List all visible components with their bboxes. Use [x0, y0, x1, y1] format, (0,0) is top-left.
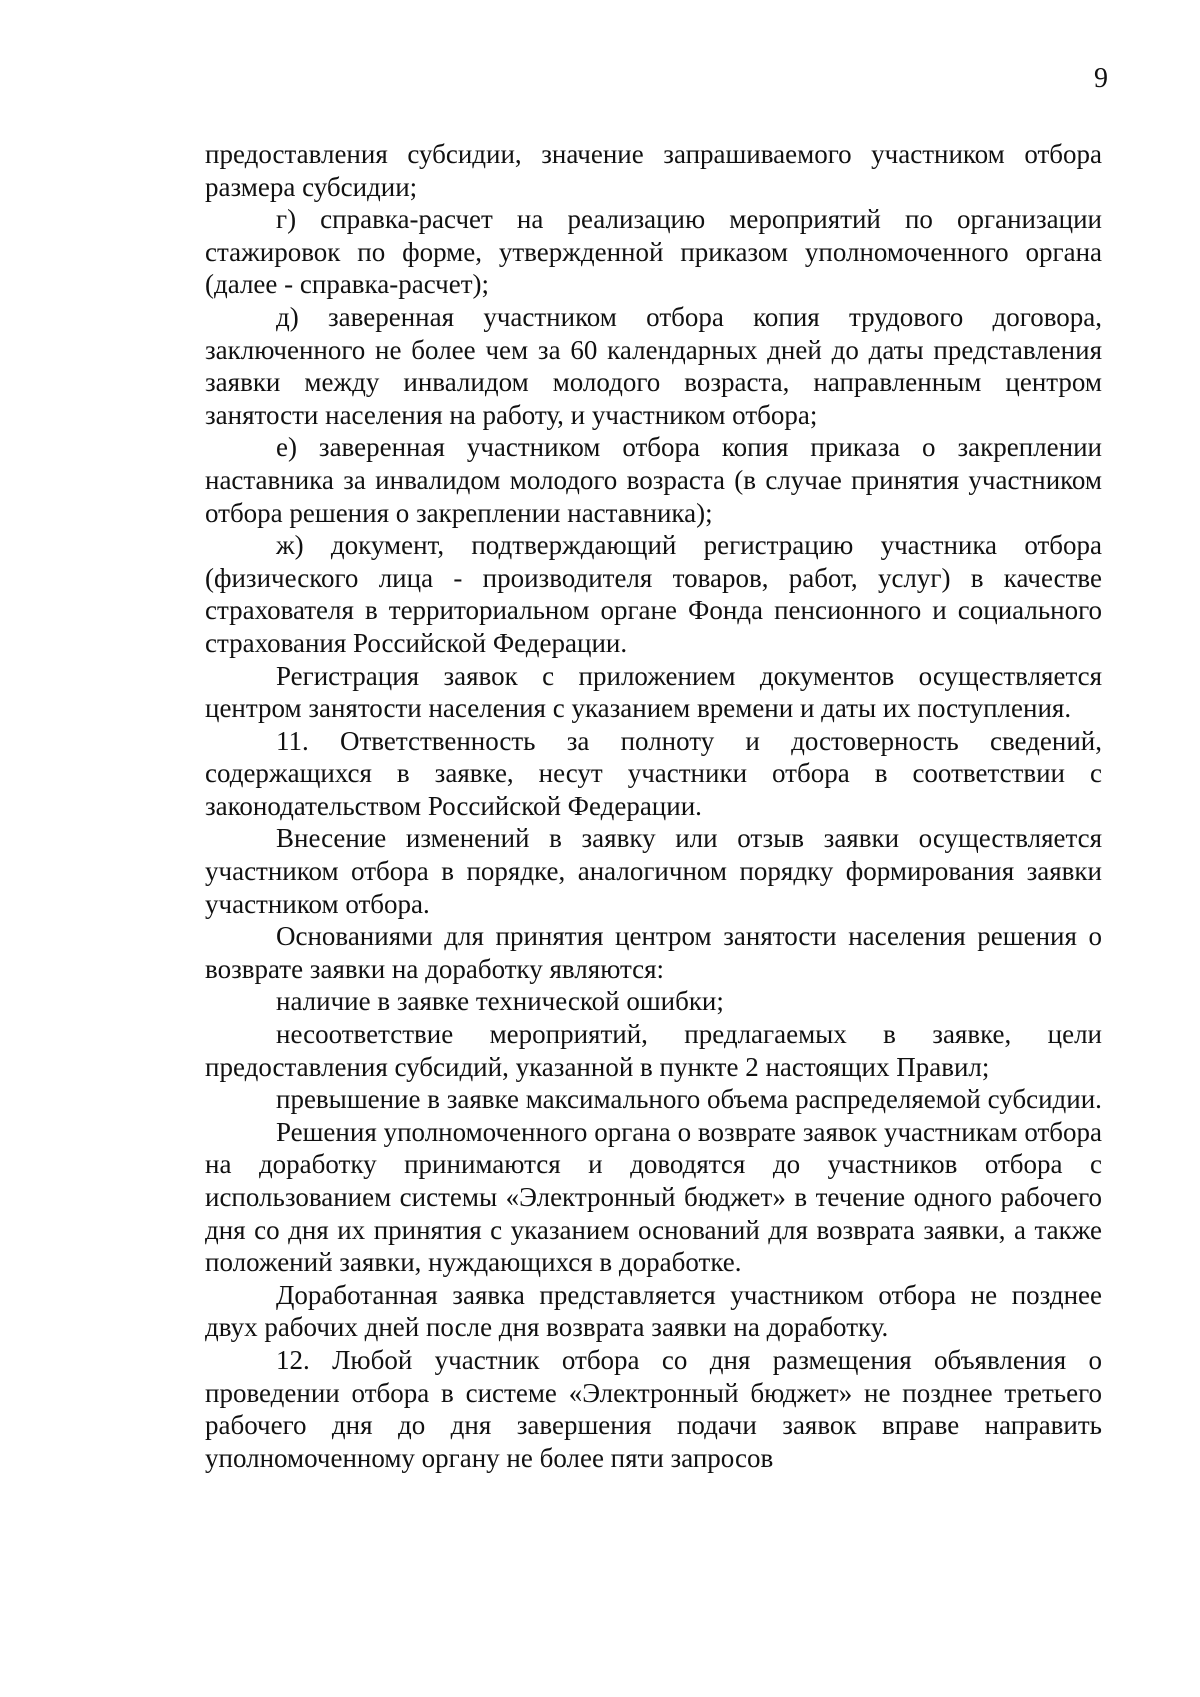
- paragraph: Основаниями для принятия центром занятости населения решения о возврате заявки на доработку являются:: [205, 921, 1102, 984]
- document-body: [205, 138, 1102, 1474]
- paragraph: предоставления субсидии, значение запрашиваемого участником отбора размера субсидии;: [205, 139, 1102, 202]
- paragraph: ж) документ, подтверждающий регистрацию участника отбора (физического лица - производителя товаров, работ, услуг) в качестве страхователя в территориальном органе Фонда пенсионного и социального страхования Российской Федерации.: [205, 530, 1102, 658]
- paragraph: несоответствие мероприятий, предлагаемых в заявке, цели предоставления субсидий, указанной в пункте 2 настоящих Правил;: [205, 1019, 1102, 1082]
- paragraph: е) заверенная участником отбора копия приказа о закреплении наставника за инвалидом молодого возраста (в случае принятия участником отбора решения о закреплении наставника);: [205, 432, 1102, 528]
- paragraph: наличие в заявке технической ошибки;: [276, 986, 724, 1017]
- paragraph: г) справка-расчет на реализацию мероприятий по организации стажировок по форме, утвержденной приказом уполномоченного органа (далее - справка-расчет);: [205, 204, 1102, 300]
- paragraph: 12. Любой участник отбора со дня размещения объявления о проведении отбора в системе «Электронный бюджет» не позднее третьего рабочего дня до дня завершения подачи заявок вправе направить уполномоченному органу не более пяти запросов: [205, 1344, 1102, 1473]
- paragraph: превышение в заявке максимального объема распределяемой субсидии.: [276, 1084, 1102, 1115]
- paragraph: Доработанная заявка представляется участником отбора не позднее двух рабочих дней после дня возврата заявки на доработку.: [205, 1279, 1102, 1343]
- paragraph: Регистрация заявок с приложением документов осуществляется центром занятости населения с указанием времени и даты их поступления.: [205, 660, 1102, 724]
- paragraph: Внесение изменений в заявку или отзыв заявки осуществляется участником отбора в порядке, аналогичном порядку формирования заявки участником отбора.: [205, 823, 1102, 919]
- page-number: 9: [1094, 63, 1108, 94]
- paragraph: д) заверенная участником отбора копия трудового договора, заключенного не более чем за 60 календарных дней до даты представления заявки между инвалидом молодого возраста, направленным центром занятости населения на работу, и участником отбора;: [205, 301, 1102, 430]
- paragraph: Решения уполномоченного органа о возврате заявок участникам отбора на доработку принимаются и доводятся до участников отбора с использованием системы «Электронный бюджет» в течение одного рабочего дня со дня их принятия с указанием оснований для возврата заявки, а также положений заявки, нуждающихся в доработке.: [205, 1116, 1102, 1278]
- paragraph: 11. Ответственность за полноту и достоверность сведений, содержащихся в заявке, несут участники отбора в соответствии с законодательством Российской Федерации.: [205, 725, 1102, 821]
